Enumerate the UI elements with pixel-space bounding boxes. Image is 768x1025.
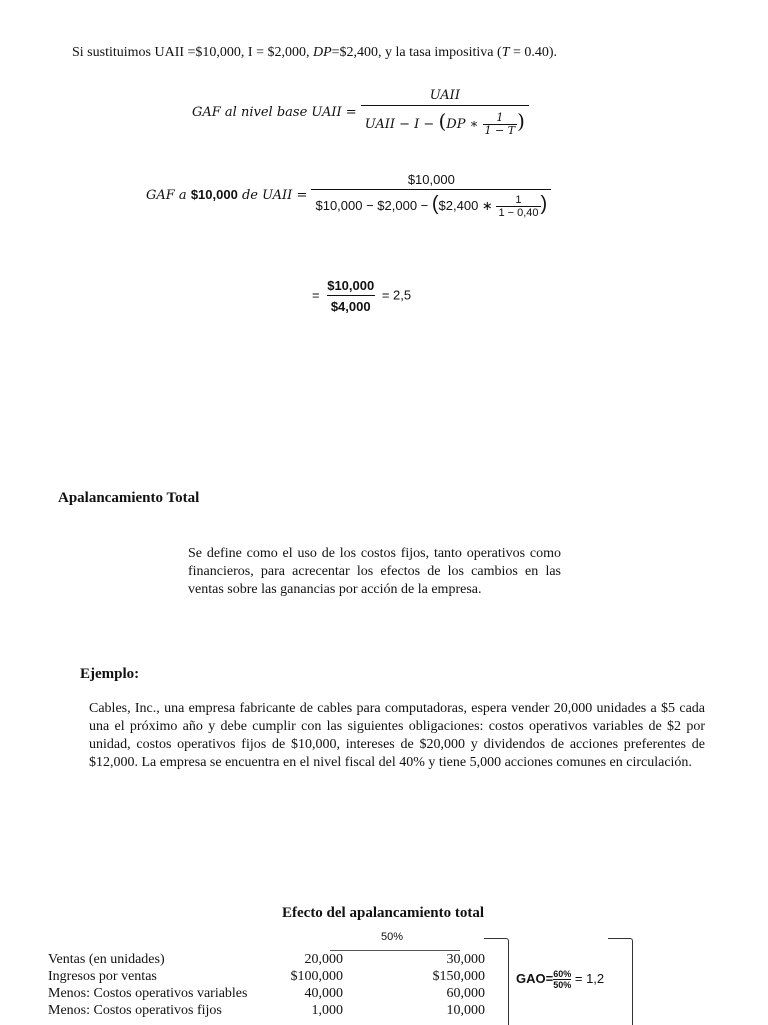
eq1-inner-fraction: [483, 112, 518, 137]
eq2-numerator: $10,000: [407, 172, 455, 187]
table-row: [48, 951, 485, 968]
eq2-lhs-b: de UAII: [237, 188, 293, 204]
gaf-base-equation: [192, 88, 529, 137]
percent-change-label: 50%: [381, 931, 404, 943]
eq1-numerator: UAII: [429, 88, 460, 103]
eq2-denominator: $10,000 − $2,000 − ($2,400 ∗ $\frac{1}{1 - 0,40}$ ): [311, 189, 551, 219]
eq2-equals: =: [292, 188, 312, 204]
intro-text-3: = 0.40).: [509, 45, 558, 60]
eq3-fraction: [323, 278, 378, 314]
intro-text-2: =$2,400, y la tasa impositiva (: [331, 45, 502, 60]
gao-label: GAO=: [516, 970, 554, 986]
eq1-den-dp: DP ∗: [446, 117, 483, 132]
gaf-10000-equation: [146, 172, 551, 219]
row-value-base: $100,000: [290, 969, 343, 984]
table-row: [48, 985, 485, 1002]
example-paragraph: Cables, Inc., una empresa fabricante de cables para computadoras, espera vender 20,000 unidades a $5 cada una el próximo año y debe cumplir con las siguientes obligaciones: costos operativos variables de $2 por unidad, costos operativos fijos de $10,000, intereses de $20,000 y dividendos de acciones preferentes de $12,000. La empresa se encuentra en el nivel fiscal del 40% y tiene 5,000 acciones comunes en circulación.: [89, 701, 705, 770]
gao-bracket: [484, 938, 509, 1025]
gao-result: = 1,2: [574, 970, 605, 986]
gao-formula: [516, 969, 604, 990]
intro-paragraph: [72, 44, 557, 62]
eq1-equals: =: [341, 105, 361, 120]
gao-den: 50%: [553, 980, 572, 990]
eq2-den-main: $10,000 − $2,000 −: [315, 198, 432, 213]
eq1-inner-num: 1: [496, 111, 504, 124]
row-value-change: $150,000: [432, 969, 485, 984]
eq1-lhs: GAF al nivel base UAII: [192, 105, 342, 120]
row-label: Menos: Costos operativos fijos: [48, 1003, 222, 1018]
table-row: [48, 968, 485, 985]
gao-num: 60%: [553, 969, 572, 979]
eq2-den-dp: $2,400 ∗: [438, 198, 497, 213]
eq1-denominator: UAII − I − (DP ∗ $\frac{1}{1 - T}$ ): [361, 105, 529, 137]
leverage-table: [48, 951, 485, 1019]
eq2-lhs-a: GAF a: [146, 188, 191, 204]
row-value-change: 60,000: [446, 986, 485, 1001]
gaf-result-equation: [312, 278, 411, 314]
row-value-change: 10,000: [446, 1003, 485, 1018]
gaf-bracket: [608, 938, 633, 1025]
gao-fraction: [553, 969, 571, 990]
eq2-lhs-value: $10,000: [190, 187, 238, 203]
eq3-equals: =: [312, 287, 324, 303]
eq3-numerator: $10,000: [327, 278, 375, 293]
row-label: Ingresos por ventas: [48, 969, 157, 984]
section-title: Apalancamiento Total: [58, 490, 200, 506]
intro-dp: DP: [312, 45, 332, 60]
eq3-denominator: $4,000: [327, 295, 375, 314]
row-value-base: 20,000: [304, 952, 343, 967]
eq2-inner-num: 1: [515, 194, 522, 207]
intro-t: T: [501, 45, 510, 60]
eq2-inner-fraction: [496, 194, 540, 219]
table-caption: Efecto del apalancamiento total: [282, 905, 485, 921]
intro-text-1: Si sustituimos UAII =$10,000, I = $2,000,: [72, 45, 313, 60]
row-value-change: 30,000: [446, 952, 485, 967]
eq3-result: = 2,5: [378, 287, 412, 303]
row-label: Ventas (en unidades): [48, 952, 165, 967]
row-value-base: 1,000: [311, 1003, 343, 1018]
eq1-fraction: [361, 88, 529, 137]
definition-paragraph: Se define como el uso de los costos fijos, tanto operativos como financieros, para acrecentar los efectos de los cambios en las ventas sobre las ganancias por acción de la empresa.: [188, 546, 561, 597]
row-label: Menos: Costos operativos variables: [48, 986, 248, 1001]
row-value-base: 40,000: [304, 986, 343, 1001]
eq1-inner-den: 1 − T: [484, 124, 516, 137]
table-row: [48, 1002, 485, 1019]
example-title: Ejemplo:: [80, 666, 140, 682]
eq2-fraction: [311, 172, 551, 219]
eq1-den-main: UAII − I −: [364, 117, 439, 132]
eq2-inner-den: 1 − 0,40: [498, 207, 539, 220]
